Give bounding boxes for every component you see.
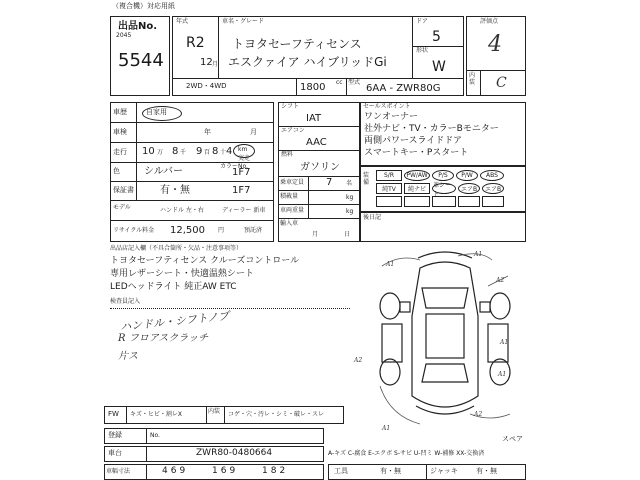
- color-code-repeat: 1F7: [232, 185, 251, 196]
- damage-legend: A-キズ C-腐食 E-エクボ S-サビ U-凹ミ W-補修 XX-交換済: [328, 450, 485, 457]
- mileage-ten-unit: 十: [220, 149, 227, 156]
- weight-label: 車両重量: [280, 207, 305, 214]
- equip-airbag-2: エアB: [482, 183, 504, 194]
- inspector-line-3: 片ス: [118, 351, 138, 362]
- mileage-hund-unit: 百: [204, 149, 211, 156]
- damage-mark-8: A2: [474, 411, 483, 418]
- mileage-one: 4: [226, 146, 233, 157]
- interior-label: 内装: [469, 72, 476, 86]
- color-value: シルバー: [144, 166, 184, 177]
- shape-value: W: [432, 59, 446, 75]
- damage-mark-2: A1: [474, 251, 483, 258]
- month-suffix: 月: [212, 61, 219, 68]
- dims-width: 169: [212, 466, 239, 476]
- deposit-label: 預託済: [244, 227, 263, 234]
- warranty-value: 有・無: [160, 185, 190, 196]
- evaluation-score: 4: [488, 32, 502, 57]
- capacity-label: 乗車定員: [280, 179, 305, 186]
- dims-label: 車幅寸法: [106, 468, 131, 475]
- shift-value: IAT: [306, 113, 322, 124]
- lot-sub-number: 2045: [116, 32, 132, 39]
- notes-header: 出品店記入欄（不具合箇所・欠品・注意事項等）: [110, 245, 243, 252]
- cc-unit: cc: [336, 79, 343, 86]
- doors-label: ドア: [416, 18, 428, 25]
- year-label: 年式: [176, 18, 189, 25]
- inspector-line-2: R フロアスクラッチ: [118, 333, 209, 344]
- inspection-label: 車検: [113, 128, 127, 136]
- equip-blank-2: [404, 196, 430, 207]
- fuel-value: ガソリン: [300, 162, 340, 173]
- fw-text: キズ・ヒビ・割レX: [130, 411, 182, 418]
- damage-mark-3: A2: [496, 277, 505, 284]
- tools-value: 有・無: [380, 467, 401, 475]
- mileage-ten: 8: [212, 146, 219, 157]
- fw-label: FW: [108, 410, 119, 418]
- interior-defect-label: 内装: [208, 408, 221, 415]
- lot-number: 5544: [118, 50, 164, 71]
- mileage-hund: 9: [196, 146, 203, 157]
- registration-label: 登録: [108, 431, 122, 439]
- dims-length: 469: [162, 466, 189, 476]
- shift-label: シフト: [281, 103, 300, 110]
- model-label: 型式: [348, 79, 361, 86]
- inspector-header: 検査員記入: [110, 298, 141, 305]
- equip-blank-1: [376, 196, 402, 207]
- mileage-note: 実走: [238, 155, 251, 162]
- damage-mark-7: A1: [382, 425, 391, 432]
- dealer-note: ディーラー 新車: [222, 207, 266, 214]
- notes-line-1: トヨタセーフティセンス クルーズコントロール: [110, 256, 300, 266]
- interior-defect-text: コゲ・穴・汚レ・シミ・破レ・スレ: [228, 411, 325, 418]
- model-code: 6AA - ZWR80G: [366, 83, 441, 94]
- equip-leather: 革シート: [432, 183, 456, 194]
- shape-label: 形状: [416, 47, 429, 54]
- mileage-thou: 8: [172, 146, 179, 157]
- dims-height: 182: [262, 466, 289, 476]
- selling-point-4: スマートキー・Pスタート: [364, 148, 469, 158]
- equipment-label: 装備: [363, 172, 370, 187]
- drive-type: 2WD・4WD: [186, 82, 227, 90]
- inspection-month-unit: 月: [250, 128, 257, 136]
- expiry-label: 輸入車: [280, 220, 299, 227]
- mileage-thou-unit: 千: [180, 149, 187, 156]
- capacity-value: 7: [326, 177, 333, 188]
- tools-label: 工具: [334, 467, 348, 475]
- handle-note: ハンドル 左・右: [160, 207, 204, 214]
- capacity-unit: 名: [346, 180, 353, 187]
- ac-value: AAC: [306, 137, 327, 148]
- history-type-label: 車歴: [113, 108, 127, 116]
- history-type-value: 自家用: [146, 108, 167, 116]
- recycle-fee: 12,500: [170, 225, 205, 236]
- mileage-man: 10: [142, 146, 155, 157]
- color-label: 色: [113, 167, 120, 175]
- ac-label: エアコン: [281, 127, 305, 134]
- warranty-label: 保証書: [113, 186, 134, 194]
- weight-unit: kg: [346, 208, 354, 215]
- equip-sr: S/R: [376, 170, 402, 181]
- damage-mark-6: A1: [498, 371, 507, 378]
- equip-blank-4: [458, 196, 480, 207]
- selling-point-1: ワンオーナー: [364, 112, 419, 122]
- registration-box: [104, 428, 324, 444]
- equip-pw: P/W: [456, 170, 478, 181]
- equip-airbag-1: エアB: [458, 183, 480, 194]
- inspection-year-unit: 年: [204, 128, 211, 136]
- mileage-label: 走行: [113, 148, 127, 156]
- color-code-label: カラーNo.: [220, 163, 248, 170]
- damage-mark-5: A1: [500, 339, 509, 346]
- later-notes-label: 後日記: [363, 214, 382, 221]
- recycle-label: リサイクル料金: [113, 227, 155, 234]
- chassis-value: ZWR80-0480664: [196, 448, 273, 458]
- spare-label: スペア: [502, 435, 523, 443]
- selling-points-label: セールスポイント: [363, 103, 411, 110]
- year-era: R2: [186, 35, 205, 51]
- equip-pwaw: PW/AW: [404, 170, 430, 181]
- equip-ps: P/S: [432, 170, 454, 181]
- damage-mark-1: A1: [386, 261, 395, 268]
- chassis-label: 車台: [108, 449, 122, 457]
- evaluation-label: 評価点: [480, 18, 499, 25]
- year-month: 12: [200, 57, 213, 68]
- mileage-man-unit: 万: [157, 149, 164, 156]
- selling-point-3: 両側パワースライドドア: [364, 136, 463, 146]
- equip-navi: 純ナビ: [404, 183, 430, 194]
- notes-line-2: 専用レザーシート・快適温熱シート: [110, 269, 254, 279]
- recycle-unit: 円: [218, 227, 225, 234]
- lot-label: 出品No.: [118, 21, 158, 32]
- name-line-1: トヨタセーフティセンス: [232, 37, 362, 51]
- fuel-label: 燃料: [281, 151, 294, 158]
- color-code: 1F7: [232, 167, 251, 178]
- equip-blank-5: [482, 196, 504, 207]
- later-notes-box: [360, 212, 526, 242]
- doors-value: 5: [432, 29, 441, 45]
- expiry-month-unit: 月: [312, 231, 319, 238]
- name-line-2: エスクァイア ハイブリッドGi: [228, 55, 387, 69]
- name-label: 車名・グレード: [222, 18, 265, 25]
- jack-label: ジャッキ: [430, 467, 458, 475]
- form-top-note: （複合機）対応用紙: [112, 2, 175, 10]
- jack-value: 有・無: [476, 467, 497, 475]
- selling-point-2: 社外ナビ・TV・カラーBモニター: [364, 124, 499, 134]
- model-change-label: モデル: [113, 204, 131, 211]
- damage-mark-4: A2: [354, 357, 363, 364]
- expiry-day-unit: 日: [344, 231, 351, 238]
- notes-line-3: LEDヘッドライト 純正AW ETC: [110, 282, 237, 292]
- inspector-line-1: ハンドル・シフトノブ: [119, 309, 230, 334]
- load-label: 積載量: [280, 193, 299, 200]
- mileage-unit: km: [238, 146, 248, 153]
- equip-blank-3: [432, 196, 456, 207]
- displacement: 1800: [300, 82, 326, 93]
- registration-value: No.: [150, 432, 160, 439]
- interior-grade: C: [496, 75, 507, 91]
- equip-tv: 純TV: [376, 183, 402, 194]
- equip-abs: ABS: [480, 170, 504, 181]
- load-unit: kg: [346, 194, 354, 201]
